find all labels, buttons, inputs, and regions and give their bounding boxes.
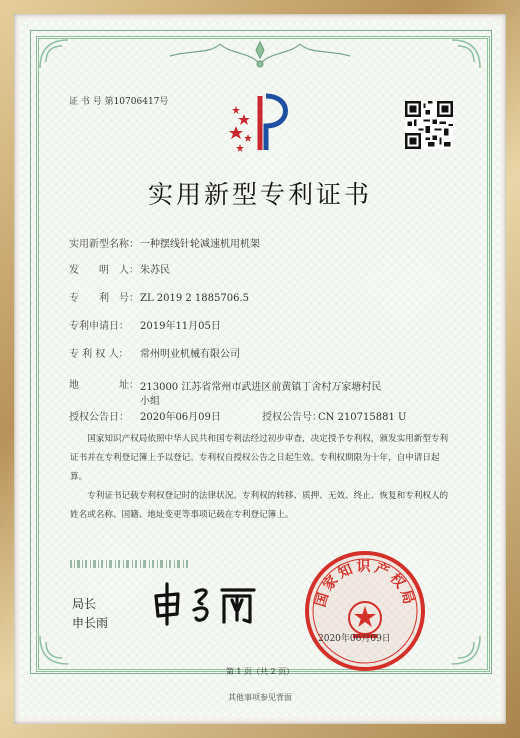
field-label-name: 实用新型名称： <box>69 239 139 250</box>
announce-no-value: CN 210715881 U <box>318 412 407 423</box>
footer-note: 其他事项参见背面 <box>228 693 292 702</box>
certificate-title: 实用新型专利证书 <box>147 180 372 209</box>
seal-text: 国家知识产权局 <box>312 559 418 609</box>
field-value-name: 一种摆线针轮减速机用机架 <box>140 239 260 250</box>
corner-ornament-icon <box>38 38 78 78</box>
corner-ornament-icon <box>442 626 482 666</box>
field-label-patent-no: 专 利 号： <box>69 293 139 304</box>
field-value-patent-no: ZL 2019 2 1885706.5 <box>140 293 250 304</box>
field-value-inventor: 朱苏民 <box>140 265 170 276</box>
cnipa-logo-icon <box>226 92 298 154</box>
director-name: 申长雨 <box>72 616 109 630</box>
corner-ornament-icon <box>442 38 482 78</box>
qr-code-icon <box>405 101 453 149</box>
field-label-filing-date: 专利申请日： <box>69 321 129 332</box>
announce-no-label: 授权公告号： <box>262 412 322 423</box>
grant-paragraph: 国家知识产权局依照中华人民共和国专利法经过初步审查，决定授予专利权，颁发实用新型专利证书并在专利登记簿上予以登记。专利权自授权公告之日起生效。专利权期限为十年，自申请日起算。 <box>70 434 449 482</box>
field-value-patentee: 常州明业机械有限公司 <box>140 349 240 360</box>
top-ornament-icon <box>160 34 360 74</box>
field-label-inventor: 发 明 人： <box>69 265 139 276</box>
official-seal <box>302 548 428 674</box>
director-title: 局长 <box>72 597 97 611</box>
corner-ornament-icon <box>38 626 78 666</box>
legal-status-paragraph: 专利证书记载专利权登记时的法律状况。专利权的转移、质押、无效、终止、恢复和专利权人的姓名或名称、国籍、地址变更等事项记载在专利登记簿上。 <box>70 491 449 520</box>
certificate-number: 证 书 号 第10706417号 <box>69 97 169 107</box>
announce-date-label: 授权公告日： <box>69 412 129 423</box>
field-label-address: 地 址： <box>69 380 139 391</box>
seal-date: 2020年06月09日 <box>318 634 391 644</box>
page-info: 第 1 页（共 2 页） <box>225 667 295 676</box>
field-label-patentee: 专 利 权 人： <box>69 349 129 360</box>
barcode-strip-icon <box>70 560 190 568</box>
announce-date-value: 2020年06月09日 <box>140 412 221 423</box>
field-value-filing-date: 2019年11月05日 <box>140 321 221 332</box>
field-value-address: 213000 江苏省常州市武进区前黄镇丁舍村万家塘村民小组 <box>140 382 382 407</box>
director-signature <box>150 580 260 628</box>
